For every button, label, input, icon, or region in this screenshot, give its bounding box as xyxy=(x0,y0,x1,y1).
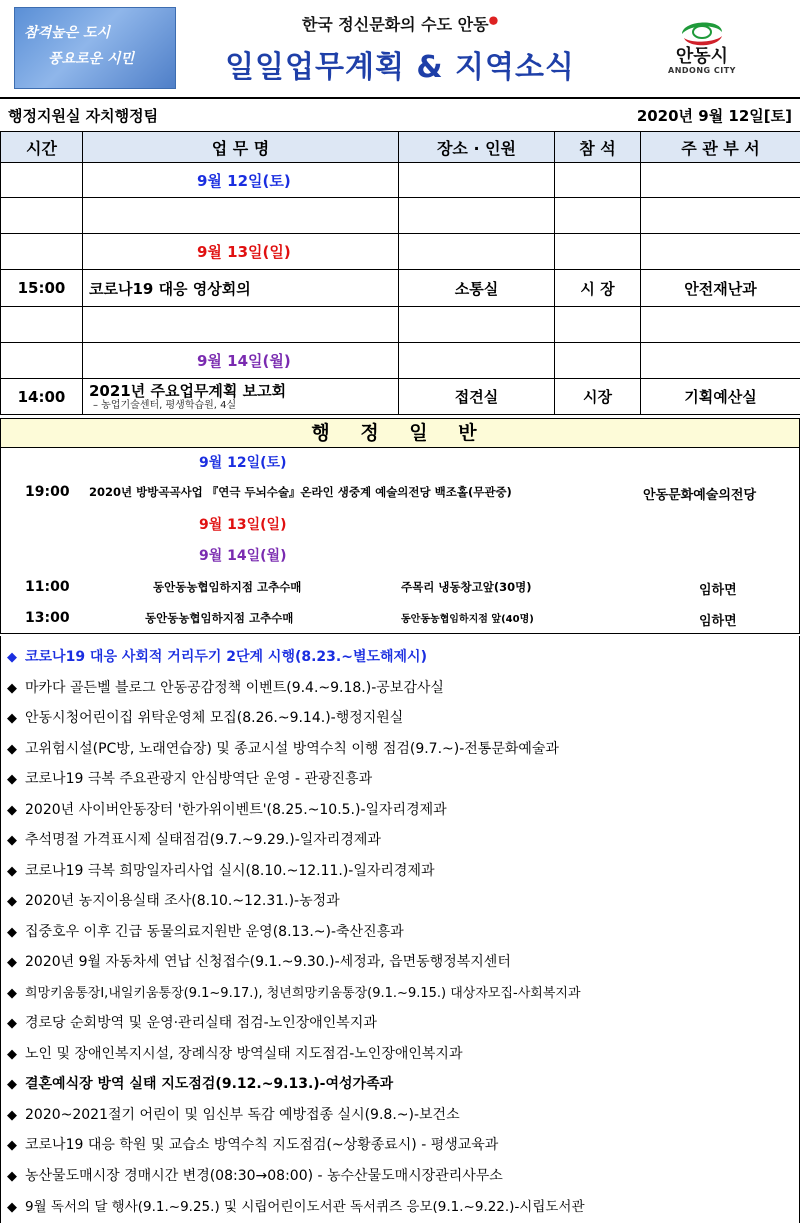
news-text: 2020년 9월 자동차세 연납 신청접수(9.1.~9.30.)-세정과, 읍면동행정복지센터 xyxy=(25,954,511,970)
cell-empty xyxy=(399,198,555,234)
diamond-bullet-icon: ◆ xyxy=(7,864,25,879)
general-place: 동안동농협임하지점 앞(40명) xyxy=(401,610,534,625)
diamond-bullet-icon: ◆ xyxy=(7,803,25,818)
list-item xyxy=(7,1073,795,1103)
general-date-sep12: 9월 12일(토) xyxy=(199,452,286,472)
news-text: 마카다 골든벨 블로그 안동공감정책 이벤트(9.4.~9.18.)-공보감사실 xyxy=(25,680,444,696)
general-admin-section xyxy=(0,448,800,634)
cell-empty xyxy=(555,307,641,343)
list-item xyxy=(7,646,795,676)
date-label-sep13: 9월 13일(일) xyxy=(83,234,399,270)
page-title: 일일업무계획 & 지역소식 xyxy=(200,42,600,86)
general-dept: 안동문화예술의전당 xyxy=(643,484,756,503)
list-item xyxy=(7,829,795,859)
table-row xyxy=(1,379,800,415)
cell-empty xyxy=(555,163,641,198)
cell-empty xyxy=(399,234,555,270)
diamond-bullet-icon: ◆ xyxy=(7,1047,25,1062)
cell-attend: 시 장 xyxy=(555,270,641,307)
general-place: 주목리 냉동창고앞(30명) xyxy=(401,579,532,595)
list-item xyxy=(7,982,795,1012)
logo-english-text: ANDONG CITY xyxy=(662,66,742,75)
cell-task xyxy=(83,379,399,415)
diamond-bullet-icon: ◆ xyxy=(7,772,25,787)
diamond-bullet-icon: ◆ xyxy=(7,986,25,1001)
diamond-bullet-icon: ◆ xyxy=(7,681,25,696)
news-text: 경로당 순회방역 및 운영·관리실태 점검-노인장애인복지과 xyxy=(25,1015,377,1031)
news-text: 코로나19 대응 사회적 거리두기 2단계 시행(8.23.~별도해제시) xyxy=(25,649,427,665)
header-dept: 주 관 부 서 xyxy=(641,132,800,163)
general-row xyxy=(1,452,800,474)
diamond-bullet-icon: ◆ xyxy=(7,711,25,726)
table-row xyxy=(1,163,800,198)
list-item xyxy=(7,738,795,768)
diamond-bullet-icon: ◆ xyxy=(7,1169,25,1184)
news-text: 집중호우 이후 긴급 동물의료지원반 운영(8.13.~)-축산진흥과 xyxy=(25,924,404,940)
header-time: 시간 xyxy=(1,132,83,163)
cell-empty xyxy=(555,234,641,270)
cell-time: 15:00 xyxy=(1,270,83,307)
list-item xyxy=(7,951,795,981)
general-row xyxy=(1,545,800,567)
news-text: 안동시청어린이집 위탁운영체 모집(8.26.~9.14.)-행정지원실 xyxy=(25,710,403,726)
subtitle-mark-icon: ● xyxy=(489,14,499,27)
list-item xyxy=(7,860,795,890)
schedule-table xyxy=(0,131,800,415)
general-admin-heading: 행 정 일 반 xyxy=(0,418,800,448)
report-date: 2020년 9월 12일[토] xyxy=(637,105,792,126)
header-banner xyxy=(0,0,800,95)
cell-empty xyxy=(1,307,83,343)
news-text: 희망키움통장Ⅰ,내일키움통장(9.1~9.17.), 청년희망키움통장(9.1.~9.15.) 대상자모집-사회복지과 xyxy=(25,986,581,1001)
general-row xyxy=(1,514,800,536)
date-label-sep14: 9월 14일(월) xyxy=(83,343,399,379)
cell-task: 코로나19 대응 영상회의 xyxy=(83,270,399,307)
news-text: 코로나19 극복 희망일자리사업 실시(8.10.~12.11.)-일자리경제과 xyxy=(25,863,435,879)
general-task: 동안동농협임하지점 고추수매 xyxy=(145,610,293,626)
cell-empty xyxy=(83,307,399,343)
list-item xyxy=(7,890,795,920)
general-time: 19:00 xyxy=(25,484,70,500)
header-place: 장소 · 인원 xyxy=(399,132,555,163)
date-label-sep12: 9월 12일(토) xyxy=(83,163,399,198)
diamond-bullet-icon: ◆ xyxy=(7,925,25,940)
list-item xyxy=(7,1195,795,1225)
task-subnote: – 농업기술센터, 평생학습원, 4실 xyxy=(89,400,398,411)
news-text: 2020년 사이버안동장터 '한가위이벤트'(8.25.~10.5.)-일자리경제과 xyxy=(25,802,447,818)
local-news-list xyxy=(0,636,800,1223)
news-text: 고위험시설(PC방, 노래연습장) 및 종교시설 방역수칙 이행 점검(9.7.~)-전통문화예술과 xyxy=(25,741,559,757)
team-name: 행정지원실 자치행정팀 xyxy=(8,105,158,126)
news-text: 코로나19 극복 주요관광지 안심방역단 운영 - 관광진흥과 xyxy=(25,771,372,787)
cell-empty xyxy=(1,343,83,379)
list-item xyxy=(7,799,795,829)
cell-place: 접견실 xyxy=(399,379,555,415)
news-text: 추석명절 가격표시제 실태점검(9.7.~9.29.)-일자리경제과 xyxy=(25,832,381,848)
diamond-bullet-icon: ◆ xyxy=(7,1077,25,1092)
cell-empty xyxy=(399,307,555,343)
cell-empty xyxy=(399,163,555,198)
diamond-bullet-icon: ◆ xyxy=(7,1138,25,1153)
banner-subtitle-text: 한국 정신문화의 수도 안동 xyxy=(302,15,489,34)
slogan-line-2: 풍요로운 시민 xyxy=(48,48,158,68)
news-text: 노인 및 장애인복지시설, 장례식장 방역실태 지도점검-노인장애인복지과 xyxy=(25,1046,462,1062)
general-date-sep14: 9월 14일(월) xyxy=(199,545,286,565)
logo-text: 안동시 xyxy=(662,48,742,66)
cell-attend: 시장 xyxy=(555,379,641,415)
cell-place: 소통실 xyxy=(399,270,555,307)
general-row xyxy=(1,484,800,506)
cell-dept: 기획예산실 xyxy=(641,379,800,415)
diamond-bullet-icon: ◆ xyxy=(7,1016,25,1031)
diamond-bullet-icon: ◆ xyxy=(7,1200,25,1215)
diamond-bullet-icon: ◆ xyxy=(7,955,25,970)
general-date-sep13: 9월 13일(일) xyxy=(199,514,286,534)
table-row xyxy=(1,234,800,270)
list-item xyxy=(7,677,795,707)
general-time: 11:00 xyxy=(25,579,70,595)
table-row xyxy=(1,343,800,379)
cell-empty xyxy=(641,307,800,343)
table-row xyxy=(1,270,800,307)
list-item xyxy=(7,1104,795,1134)
general-time: 13:00 xyxy=(25,610,70,626)
news-text: 결혼예식장 방역 실태 지도점검(9.12.~9.13.)-여성가족과 xyxy=(25,1076,393,1092)
cell-empty xyxy=(641,198,800,234)
city-logo xyxy=(662,14,742,86)
cell-empty xyxy=(1,163,83,198)
table-header-row xyxy=(1,132,800,163)
cell-empty xyxy=(399,343,555,379)
cell-time: 14:00 xyxy=(1,379,83,415)
general-task: 동안동농협임하지점 고추수매 xyxy=(153,579,301,595)
header-task: 업 무 명 xyxy=(83,132,399,163)
cell-empty xyxy=(83,198,399,234)
subheader xyxy=(0,97,800,133)
task-title: 2021년 주요업무계획 보고회 xyxy=(89,382,398,400)
list-item xyxy=(7,1134,795,1164)
cell-dept: 안전재난과 xyxy=(641,270,800,307)
table-row xyxy=(1,307,800,343)
list-item xyxy=(7,768,795,798)
diamond-bullet-icon: ◆ xyxy=(7,833,25,848)
header-attend: 참 석 xyxy=(555,132,641,163)
cell-empty xyxy=(1,234,83,270)
banner-subtitle xyxy=(200,12,600,35)
diamond-bullet-icon: ◆ xyxy=(7,650,25,665)
slogan-line-1: 참격높은 도시 xyxy=(24,22,154,42)
general-dept: 임하면 xyxy=(699,610,737,629)
andong-city-emblem-icon xyxy=(676,14,728,48)
cell-empty xyxy=(641,163,800,198)
general-dept: 임하면 xyxy=(699,579,737,598)
diamond-bullet-icon: ◆ xyxy=(7,1108,25,1123)
list-item xyxy=(7,1043,795,1073)
general-row xyxy=(1,610,800,632)
list-item xyxy=(7,1165,795,1195)
news-text: 2020~2021절기 어린이 및 임신부 독감 예방접종 실시(9.8.~)-보건소 xyxy=(25,1107,460,1123)
list-item xyxy=(7,1012,795,1042)
news-text: 2020년 농지이용실태 조사(8.10.~12.31.)-농정과 xyxy=(25,893,340,909)
list-item xyxy=(7,921,795,951)
cell-empty xyxy=(641,343,800,379)
cell-empty xyxy=(1,198,83,234)
diamond-bullet-icon: ◆ xyxy=(7,894,25,909)
list-item xyxy=(7,707,795,737)
news-text: 9월 독서의 달 행사(9.1.~9.25.) 및 시립어린이도서관 독서퀴즈 응모(9.1.~9.22.)-시립도서관 xyxy=(25,1199,585,1215)
cell-empty xyxy=(641,234,800,270)
general-task: 2020년 방방곡곡사업 『연극 두뇌수술』온라인 생중계 예술의전당 백조홀(무관중) xyxy=(89,484,512,500)
news-text: 농산물도매시장 경매시간 변경(08:30→08:00) - 농수산물도매시장관리사무소 xyxy=(25,1168,503,1184)
news-text: 코로나19 대응 학원 및 교습소 방역수칙 지도점검(~상황종료시) - 평생교육과 xyxy=(25,1137,498,1153)
diamond-bullet-icon: ◆ xyxy=(7,742,25,757)
table-row xyxy=(1,198,800,234)
cell-empty xyxy=(555,343,641,379)
cell-empty xyxy=(555,198,641,234)
general-row xyxy=(1,579,800,601)
